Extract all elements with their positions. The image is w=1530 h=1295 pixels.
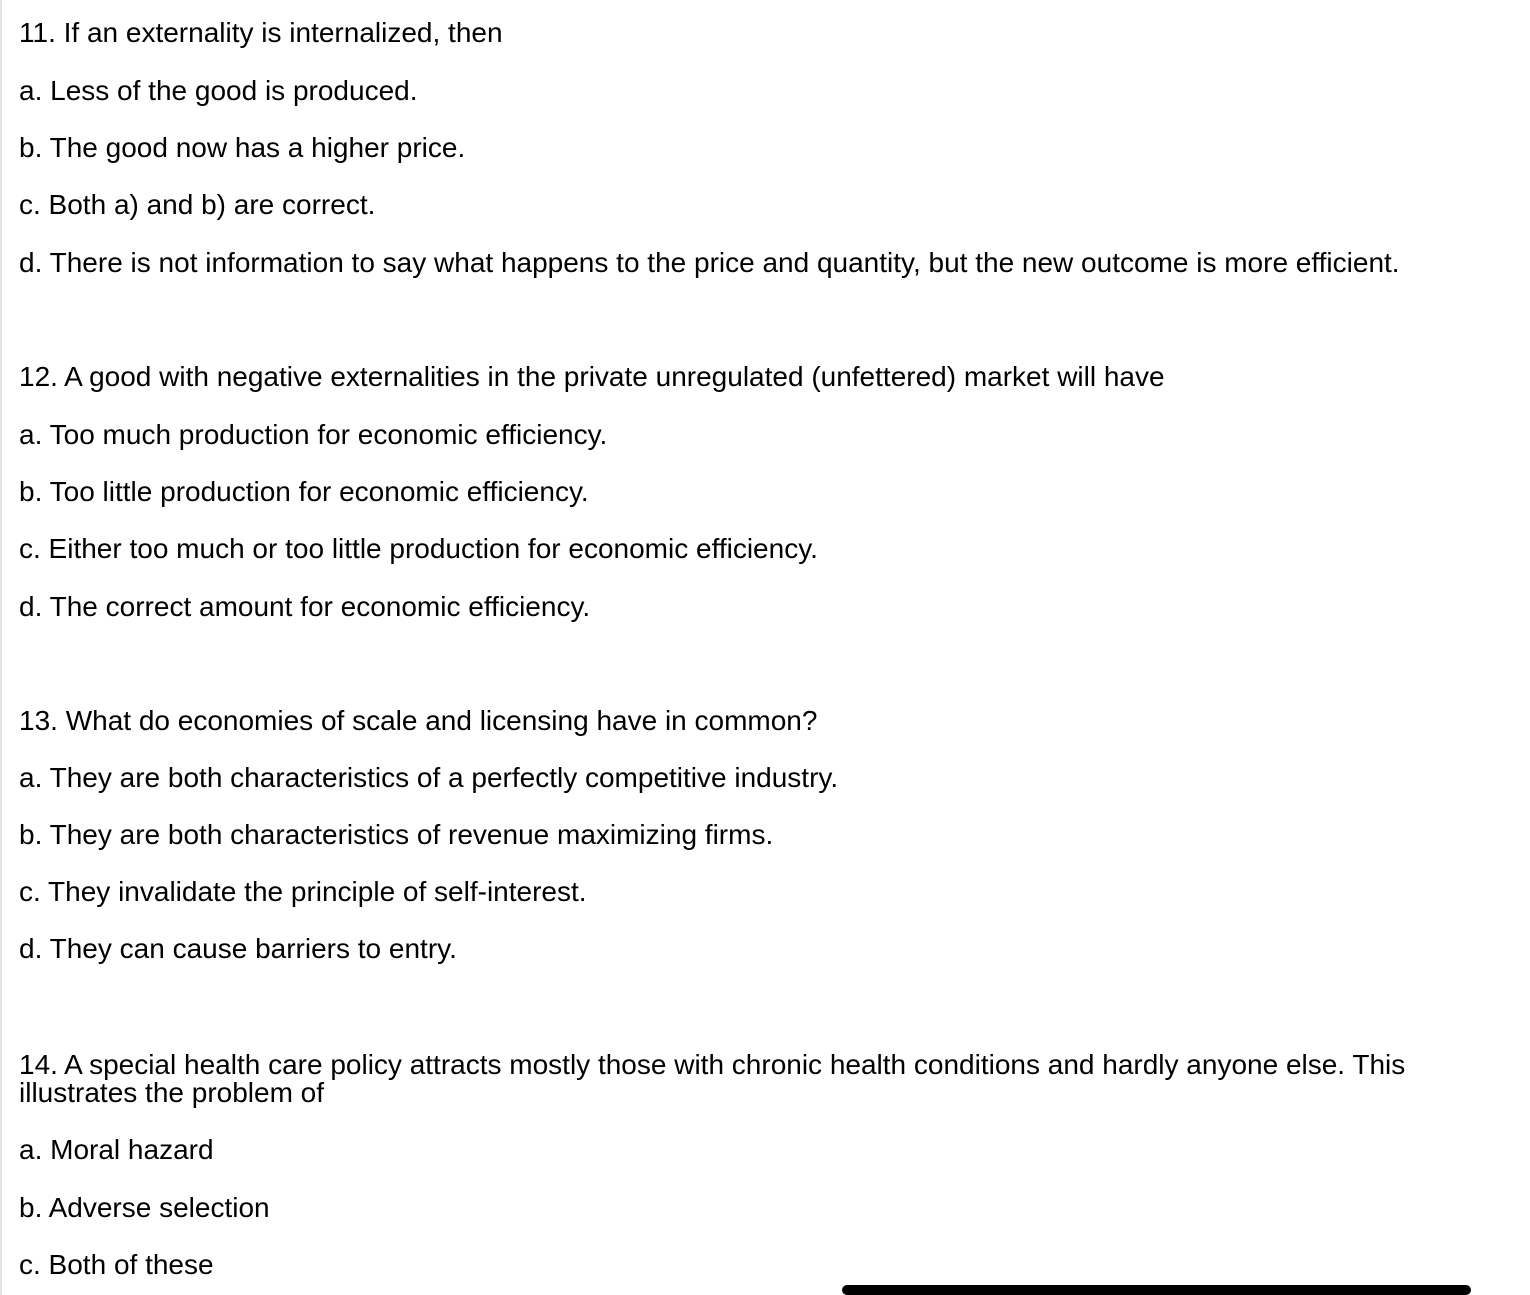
question-14-option-c: c. Both of these [19, 1249, 214, 1280]
question-14-option-b: b. Adverse selection [19, 1192, 270, 1223]
question-12-option-d: d. The correct amount for economic efficiency. [19, 591, 591, 622]
question-12-option-c: c. Either too much or too little production for economic efficiency. [19, 533, 818, 564]
question-13-prompt: 13. What do economies of scale and licensing have in common? [19, 705, 818, 736]
question-12-option-a: a. Too much production for economic efficiency. [19, 419, 608, 450]
question-14-prompt: 14. A special health care policy attracts mostly those with chronic health conditions and hardly anyone else. This illustrates the problem of [19, 1049, 1406, 1108]
question-12-prompt: 12. A good with negative externalities in the private unregulated (unfettered) market will have [19, 361, 1165, 392]
page-left-border [0, 0, 2, 1295]
question-11-option-a: a. Less of the good is produced. [19, 75, 418, 106]
question-11-option-d: d. There is not information to say what happens to the price and quantity, but the new outcome is more efficient. [19, 247, 1400, 278]
question-13-option-d: d. They can cause barriers to entry. [19, 933, 457, 964]
question-11-option-b: b. The good now has a higher price. [19, 132, 466, 163]
question-13-option-a: a. They are both characteristics of a perfectly competitive industry. [19, 762, 839, 793]
scroll-indicator-bar[interactable] [842, 1285, 1471, 1295]
question-13-option-c: c. They invalidate the principle of self-interest. [19, 876, 587, 907]
question-12-option-b: b. Too little production for economic efficiency. [19, 476, 589, 507]
question-13-option-b: b. They are both characteristics of revenue maximizing firms. [19, 819, 774, 850]
question-11-option-c: c. Both a) and b) are correct. [19, 189, 376, 220]
question-14-option-a: a. Moral hazard [19, 1134, 214, 1165]
question-11-prompt: 11. If an externality is internalized, then [19, 17, 503, 48]
